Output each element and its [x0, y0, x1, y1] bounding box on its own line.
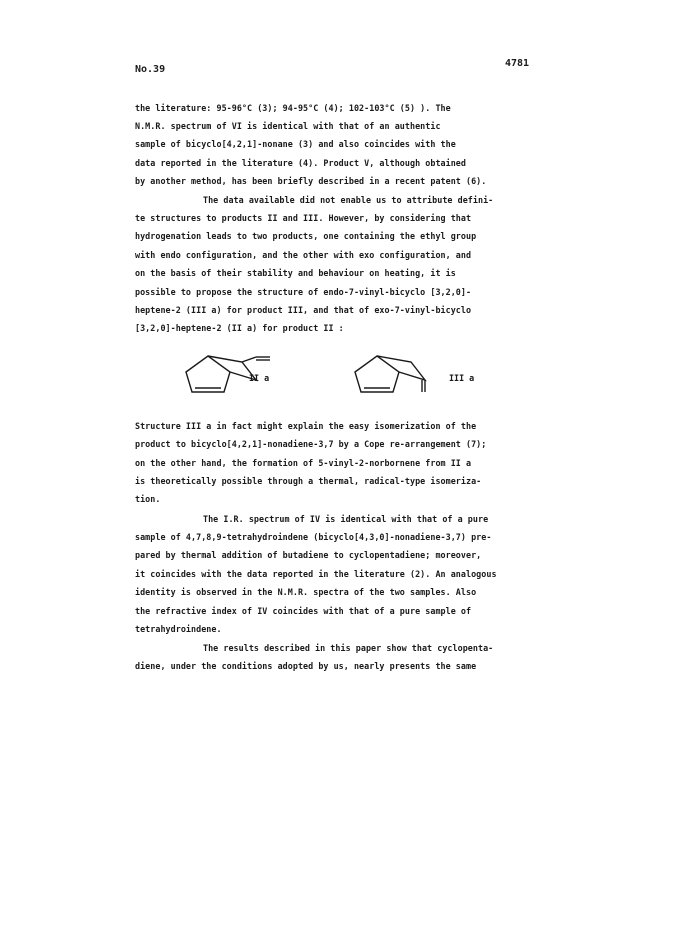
- text-line: [3,2,0]-heptene-2 (II a) for product II :: [135, 323, 344, 333]
- text-line: by another method, has been briefly described in a recent patent (6).: [135, 176, 487, 186]
- text-line: data reported in the literature (4). Product V, although obtained: [135, 158, 466, 168]
- text-line: The data available did not enable us to attribute defini-: [203, 195, 494, 205]
- text-line: diene, under the conditions adopted by us, nearly presents the same: [135, 661, 477, 671]
- text-line: tion.: [135, 494, 161, 504]
- text-line: tetrahydroindene.: [135, 624, 222, 634]
- structure-III-a: [345, 348, 455, 398]
- text-line: pared by thermal addition of butadiene to cyclopentadiene; moreover,: [135, 550, 482, 560]
- page-number: 4781: [505, 58, 530, 69]
- text-line: identity is observed in the N.M.R. spectra of the two samples. Also: [135, 587, 477, 597]
- text-line: sample of 4,7,8,9-tetrahydroindene (bicyclo[4,3,0]-nonadiene-3,7) pre-: [135, 532, 492, 542]
- structure-label-II-a: II a: [249, 373, 270, 383]
- text-line: sample of bicyclo[4,2,1]-nonane (3) and also coincides with the: [135, 139, 456, 149]
- text-line: on the basis of their stability and behaviour on heating, it is: [135, 268, 456, 278]
- text-line: The results described in this paper show that cyclopenta-: [203, 643, 494, 653]
- text-line: it coincides with the data reported in the literature (2). An analogous: [135, 569, 497, 579]
- text-line: N.M.R. spectrum of VI is identical with that of an authentic: [135, 121, 441, 131]
- text-line: the literature: 95-96°C (3); 94-95°C (4); 102-103°C (5) ). The: [135, 103, 451, 113]
- text-line: Structure III a in fact might explain the easy isomerization of the: [135, 421, 477, 431]
- text-line: possible to propose the structure of endo-7-vinyl-bicyclo [3,2,0]-: [135, 287, 472, 297]
- text-line: The I.R. spectrum of IV is identical with that of a pure: [203, 514, 489, 524]
- text-line: hydrogenation leads to two products, one containing the ethyl group: [135, 231, 477, 241]
- text-line: is theoretically possible through a thermal, radical-type isomeriza-: [135, 476, 482, 486]
- text-line: with endo configuration, and the other with exo configuration, and: [135, 250, 472, 260]
- text-line: on the other hand, the formation of 5-vinyl-2-norbornene from II a: [135, 458, 472, 468]
- journal-issue-number: No.39: [135, 64, 166, 75]
- text-line: te structures to products II and III. However, by considering that: [135, 213, 472, 223]
- text-line: product to bicyclo[4,2,1]-nonadiene-3,7 by a Cope re-arrangement (7);: [135, 439, 487, 449]
- structure-label-III-a: III a: [449, 373, 475, 383]
- text-line: the refractive index of IV coincides with that of a pure sample of: [135, 606, 472, 616]
- text-line: heptene-2 (III a) for product III, and that of exo-7-vinyl-bicyclo: [135, 305, 472, 315]
